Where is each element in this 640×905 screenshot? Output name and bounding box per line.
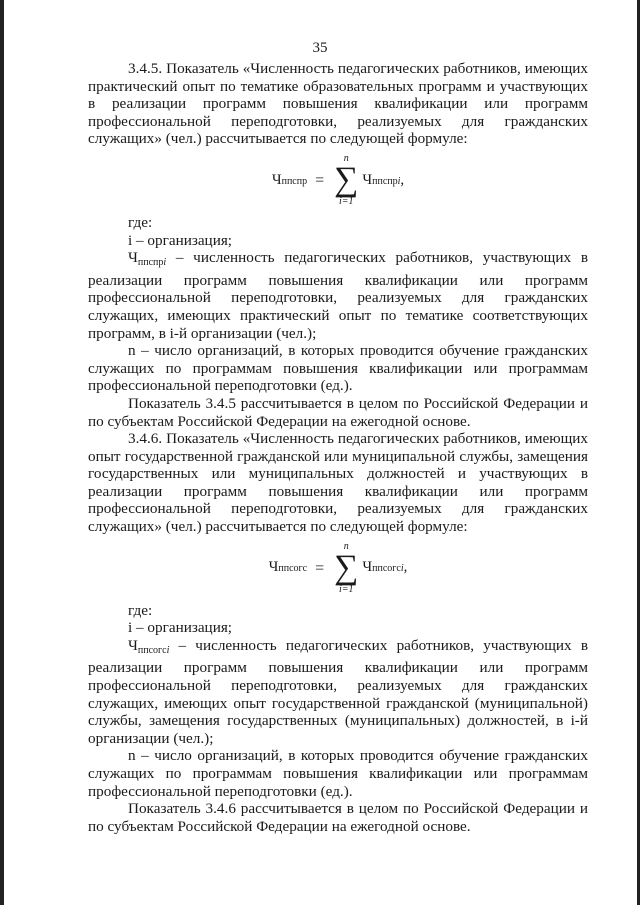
- formula-lhs-subscript: ппспр: [281, 175, 308, 187]
- formula-rhs-subscript: ппсогс: [372, 563, 401, 575]
- sum-upper-limit: n: [343, 541, 349, 553]
- sum-upper-limit: n: [343, 153, 349, 165]
- def-n: n – число организаций, в которых проводится обучение гражданских служащих по программам повышения квалификации или программам профессиональной переподготовки (ед.).: [88, 342, 588, 395]
- sum-lower-limit: i=1: [338, 196, 354, 208]
- def-n: n – число организаций, в которых проводится обучение гражданских служащих по программам повышения квалификации или программам профессиональной переподготовки (ед.).: [88, 747, 588, 800]
- where-label: где:: [128, 601, 153, 619]
- formula-rhs-subscript: ппспр: [372, 175, 398, 187]
- formula-rhs: [362, 559, 407, 578]
- def-symbol-letter: Ч: [128, 636, 138, 654]
- def-symbol: [128, 637, 169, 654]
- summation-icon: [334, 154, 358, 207]
- formula-rhs: [362, 172, 404, 191]
- page-number: 35: [312, 40, 328, 56]
- def-i: i – организация;: [128, 231, 233, 249]
- def-symbol-index: i: [166, 644, 170, 656]
- formula-lhs-symbol: Ч: [271, 171, 282, 188]
- def-symbol-letter: Ч: [128, 249, 138, 267]
- formula-equals: =: [315, 172, 325, 190]
- summation-icon: [334, 542, 358, 595]
- formula-3-4-5: [88, 148, 588, 214]
- sigma-glyph: ∑: [334, 161, 359, 199]
- document-body: [88, 60, 588, 835]
- formula-equals: =: [315, 559, 325, 577]
- section-3-4-5-outro: Показатель 3.4.5 рассчитывается в целом по Российской Федерации и по субъектам Российской Федерации на ежегодной основе.: [88, 394, 588, 430]
- formula-rhs-index: i: [397, 175, 401, 187]
- section-3-4-6-outro: Показатель 3.4.6 рассчитывается в целом по Российской Федерации и по субъектам Российской Федерации на ежегодной основе.: [88, 800, 588, 835]
- formula-tail: ,: [403, 559, 408, 576]
- formula-tail: ,: [400, 171, 405, 188]
- def-symbol-subscript: ппспр: [137, 257, 164, 269]
- def-symbol: [128, 249, 167, 269]
- formula-3-4-6: [88, 536, 588, 602]
- section-3-4-6-intro: 3.4.6. Показатель «Численность педагогических работников, имеющих опыт государственной гражданской или муниципальной службы, замещения государственных или муниципальных должностей и участвующих в реализации программ повышения квалификации или программ профессиональной переподготовки, реализуемых для гражданских служащих» (чел.) рассчитывается по следующей формуле:: [88, 430, 588, 536]
- formula-rhs-symbol: Ч: [362, 559, 373, 576]
- def-ch-ppspr: [88, 249, 588, 342]
- formula-lhs: [272, 172, 307, 191]
- scan-edge-left: [0, 0, 4, 905]
- sum-lower-limit: i=1: [338, 584, 354, 596]
- def-symbol-subscript: ппсогс: [137, 644, 167, 656]
- formula-lhs-symbol: Ч: [268, 559, 279, 576]
- def-ch-ppsogs: [88, 637, 588, 748]
- formula-rhs-index: i: [400, 563, 404, 575]
- def-ch-text: – численность педагогических работников, участвующих в реализации программ повышения квалификации или программ профессиональной переподготовки, реализуемых для гражданских служащих, имеющих опыт государственной гражданской (муниципальной) службы, замещения государственных (муниципальных) должностей, в i-й организации (чел.);: [88, 636, 588, 747]
- formula-lhs: [269, 559, 307, 578]
- def-symbol-index: i: [163, 257, 167, 269]
- formula-lhs-subscript: ппсогс: [278, 563, 308, 575]
- sigma-glyph: ∑: [334, 549, 359, 587]
- formula-rhs-symbol: Ч: [362, 171, 373, 188]
- where-label: где:: [128, 213, 153, 231]
- def-i: i – организация;: [128, 619, 233, 637]
- def-ch-text: – численность педагогических работников, участвующих в реализации программ повышения квалификации или программ профессиональной переподготовки, реализуемых для гражданских служащих, имеющих практический опыт по тематике соответствующих программ, в i-й организации (чел.);: [88, 249, 588, 342]
- section-3-4-5-intro: 3.4.5. Показатель «Численность педагогических работников, имеющих практический опыт по тематике образовательных программ и участвующих в реализации программ повышения квалификации или программ профессиональной переподготовки, реализуемых для гражданских служащих» (чел.) рассчитывается по следующей формуле:: [88, 60, 588, 148]
